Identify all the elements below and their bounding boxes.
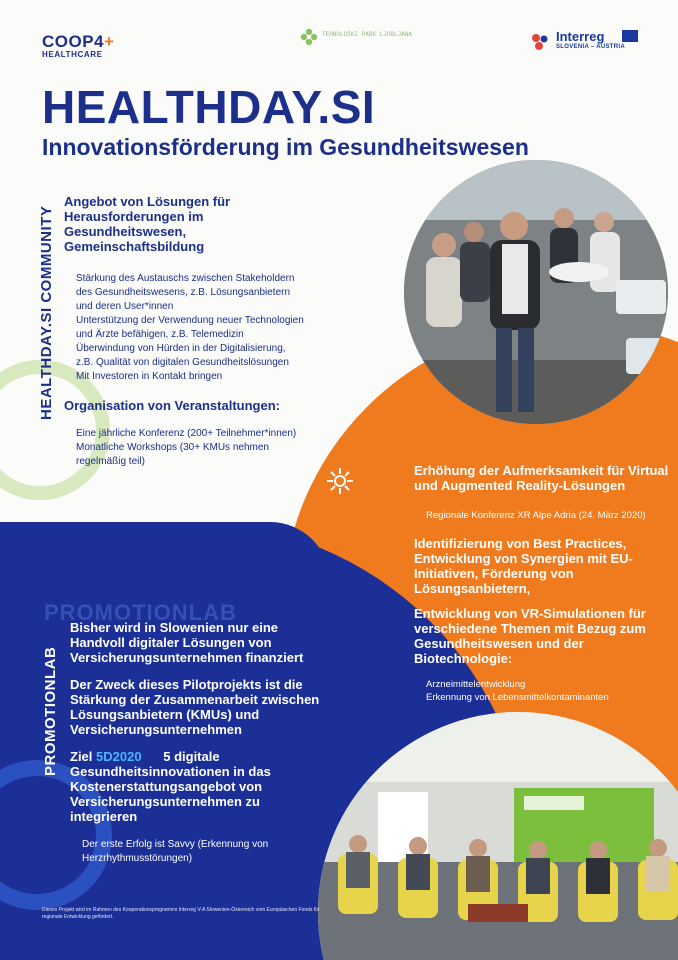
interreg-logo (530, 30, 640, 60)
network-icon (326, 467, 354, 495)
xr-heading: Erhöhung der Aufmerksamkeit für Virtual und Augmented Reality-Lösungen (414, 463, 669, 493)
goal-highlight: 5D2020 (96, 749, 142, 764)
technology-park-text: TEHNOLOŠKI PARK LJUBLJANA (322, 31, 413, 38)
community-item: Stärkung des Austauschs zwischen Stakeholdern des Gesundheitswesens, z.B. Lösungsanbietern und deren User*innen (76, 273, 295, 312)
events-item: Eine jährliche Konferenz (200+ Teilnehmer*innen) (76, 428, 297, 439)
events-heading: Organisation von Veranstaltungen: (64, 398, 280, 413)
interreg-mark-icon (530, 32, 550, 52)
xr-item: Regionale Konferenz XR Alpe Adria (24. März 2020) (426, 510, 646, 521)
vr-item: Arzneimittelentwicklung (426, 679, 526, 690)
page-title: HEALTHDAY.SI (42, 81, 376, 133)
speaker-photo-illustration (404, 160, 668, 424)
coop4healthcare-logo (42, 32, 114, 52)
events-item: Monatliche Workshops (30+ KMUs nehmen regelmäßig teil) (76, 442, 269, 467)
promo-paragraph: Bisher wird in Slowenien nur eine Handvoll digitaler Lösungen von Versicherungsunternehmen finanziert (70, 620, 304, 665)
interreg-subtext: SLOVENIA – AUSTRIA (556, 44, 625, 50)
community-section (64, 194, 304, 469)
funding-footnote: Dieses Projekt wird im Rahmen des Kooperationsprogramms Interreg V-A Slowenien-Österreich vom Europäischen Fonds für regionale Entwicklung gefördert. (42, 907, 320, 920)
goal-prefix: Ziel (70, 749, 97, 764)
eu-flag-icon (622, 30, 638, 42)
logo-coop-text: COOP4 (42, 32, 105, 51)
promo-success: Der erste Erfolg ist Savvy (Erkennung von Herzrhythmusstörungen) (82, 839, 269, 864)
community-item: Überwindung von Hürden in der Digitalisierung, z.B. Qualität von digitalen Gesundheitslösungen (76, 343, 289, 368)
logo-coop-subtext: HEALTHCARE (42, 50, 103, 59)
goal-text: 5 digitale Gesundheitsinnovationen in das Kostenerstattungsangebot von Versicherungsunternehmen zu integrieren (70, 749, 275, 824)
page-subtitle: Innovationsförderung im Gesundheitswesen (42, 134, 529, 160)
community-item: Unterstützung der Verwendung neuer Technologien und Ärzte befähigen, z.B. Telemedizin (76, 315, 304, 340)
vr-simulation-heading: Entwicklung von VR-Simulationen für verschiedene Themen mit Bezug zum Gesundheitswesen und der Biotechnologie: (414, 606, 646, 666)
xr-section (414, 463, 670, 704)
community-heading: Angebot von Lösungen für Herausforderungen im Gesundheitswesen, Gemeinschaftsbildung (64, 194, 231, 254)
conference-speaker-photo (404, 160, 668, 424)
plus-icon: + (104, 32, 115, 51)
interreg-name: Interreg (556, 29, 605, 44)
promo-goal (70, 749, 320, 824)
community-item: Mit Investoren in Kontakt bringen (76, 371, 223, 382)
best-practices-heading: Identifizierung von Best Practices, Entwicklung von Synergien mit EU-Initiativen, Förderung von Lösungsanbietern, (414, 536, 633, 596)
promotionlab-watermark: PROMOTIONLAB (44, 600, 237, 625)
promotionlab-vertical-label: PROMOTIONLAB (42, 646, 59, 776)
promo-paragraph: Der Zweck dieses Pilotprojekts ist die Stärkung der Zusammenarbeit zwischen Lösungsanbietern (KMUs) und Versicherungsunternehmen (70, 677, 320, 737)
vr-item: Erkennung von Lebensmittelkontaminanten (426, 692, 609, 703)
promotionlab-section (70, 620, 320, 866)
flower-icon (300, 28, 318, 46)
community-vertical-label: HEALTHDAY.SI COMMUNITY (38, 205, 55, 420)
